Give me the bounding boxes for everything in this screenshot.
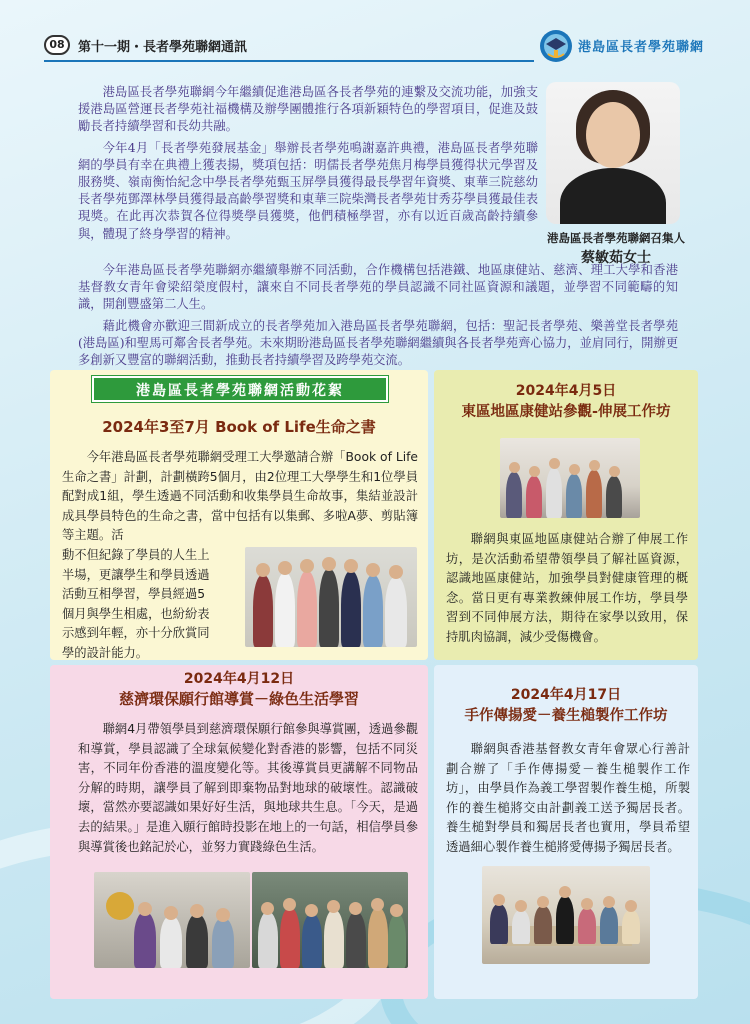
- panel-text-body: 聯網與東區地區康健站合辦了伸展工作坊，是次活動希望帶領學員了解社區資源，認識地區康健站，加強學員對健康管理的概念。當日更有專業教練伸展工作坊，學員學習到不同伸展方法，期待在家學以致用，保持肌肉協調，減少受傷機會。: [446, 532, 688, 644]
- panel-date: 2024年4月5日: [515, 383, 617, 399]
- ywca-photo: [482, 866, 650, 964]
- elder-academy-logo-icon: [538, 28, 574, 64]
- intro-paragraph: 今年4月「長者學苑發展基金」舉辦長者學苑鳴謝嘉許典禮，港島區長者學苑聯網的學員有幸在典禮上獲表揚，獎項包括：明儒長者學苑焦月梅學員獲得状元學習及服務獎、嶺南衡怡紀念中學長者學苑甄玉屏學員獲得最長學習年資獎、東華三院慈幼長者學苑鄧澤林學員獲得最高齡學習獎和東華三院柴灣長者學苑甘秀芬學員獲最佳表現獎。在此再次恭賀各位得獎學員獲獎，他們積極學習，亦有以近百歲高齡持續參與，體現了終身學習的精神。: [78, 140, 538, 241]
- book-of-life-photo: [245, 547, 417, 647]
- panel-text-body: 聯網4月帶領學員到慈濟環保願行館參與導賞團，透過參觀和導賞，學員認識了全球氣候變化對香港的影響，包括不同災害，不同年份香港的溫度變化等。其後導賞員更講解不同物品分解的時期，讓學員了解到即棄物品對地球的破壞性。認識破壞，當然亦要認識如果好好生活，與地球共生息。「今天，是過去的結果。」是進入願行館時投影在地上的一句話，相信學員參與導賞後也銘記於心，並努力實踐綠色生活。: [78, 722, 418, 854]
- panel-title: 2024年3至7月 Book of Life生命之書: [102, 418, 376, 436]
- intro-paragraph: 藉此機會亦歡迎三間新成立的長者學苑加入港島區長者學苑聯網，包括：聖記長者學苑、樂善堂長者學苑(港島區)和聖馬可鄰舍長者學苑。未來期盼港島區長者學苑聯網繼續與各長者學苑齊心協力，並肩同行，開辦更多創新又豐富的聯網活動，推動長者持續學習及跨學苑交流。: [78, 318, 678, 368]
- panel-title: 手作傳揚愛－養生槌製作工作坊: [464, 708, 668, 724]
- panel-text: [446, 530, 688, 648]
- panel-text-line: 動不但紀錄了學員的人生上: [62, 548, 210, 562]
- intro-paragraph: 港島區長者學苑聯網今年繼續促進港島區各長者學苑的連繫及交流功能，加強支援港島區營運長者學苑社福機構及辦學團體推行各項新穎特色的學習項目，促進及鼓勵長者持續學習和長幼共融。: [78, 85, 538, 134]
- panel-text-line: 今年港島區長者學苑聯網受理工大學邀請合辦「Book of Life生命之書」計劃，計劃橫跨5個月，由2位理工大學學生和1位學員配對成1組，學生透過不同活動和收集學員生命故事，集結並設計成具學員特色的生命之書，當中包括有以集郵、多啦A夢、剪貼簿等主題。活: [62, 450, 418, 543]
- panel-text: [78, 720, 418, 857]
- panel-title: 慈濟環保願行館導賞－綠色生活學習: [118, 690, 359, 708]
- panel-text: [446, 740, 690, 858]
- panel-text-line: 半場，更讓學生和學員透過: [62, 567, 210, 582]
- panel-text-line: 示感到年輕，亦十分欣賞同: [62, 626, 210, 641]
- header-divider: [44, 60, 534, 62]
- health-station-photo: [500, 438, 640, 518]
- portrait-caption-name: 蔡敏茹女士: [581, 250, 651, 266]
- intro-bottom: [78, 262, 678, 373]
- convenor-portrait: [546, 82, 680, 224]
- panel-date: 2024年4月17日: [510, 687, 622, 703]
- panel-date: 2024年4月12日: [183, 671, 295, 687]
- panel-title: 東區地區康健站參觀-伸展工作坊: [461, 404, 671, 420]
- org-name: 港島區長者學苑聯網: [578, 40, 705, 55]
- intro-paragraph: 今年港島區長者學苑聯網亦繼續舉辦不同活動，合作機構包括港鐵、地區康健站、慈濟、理工大學和香港基督教女青年會梁紹榮度假村，讓來自不同長者學苑的學員認識不同社區資源和議題，並學習不同範疇的知識，開創豐盛第二人生。: [78, 263, 678, 312]
- tzu-chi-photo-1: [94, 872, 250, 968]
- panel-text: [62, 448, 418, 546]
- panel-text-narrow: [62, 546, 242, 664]
- issue-title: 第十一期・長者學苑聯網通訊: [78, 40, 248, 55]
- panel-text-body: 聯網與香港基督教女青年會眾心行善計劃合辦了「手作傳揚愛－養生槌製作工作坊」，由學員作為義工學習製作養生槌，所製作的養生槌將交由計劃義工送予獨居長者。養生槌對學員和獨居長者也實用，學員希望透過細心製作養生槌將愛傳揚予獨居長者。: [446, 742, 690, 854]
- intro-top: [78, 84, 538, 247]
- activities-banner: 港島區長者學苑聯網活動花絮: [92, 376, 388, 402]
- panel-text-line: 活動互相學習，學員經過5: [62, 587, 206, 602]
- panel-text-line: 個月與學生相處，也紛紛表: [62, 606, 210, 621]
- page-number: 08: [44, 35, 70, 55]
- panel-text-line: 學的設計能力。: [62, 645, 149, 660]
- portrait-caption-role: 港島區長者學苑聯網召集人: [547, 231, 685, 245]
- tzu-chi-photo-2: [252, 872, 408, 968]
